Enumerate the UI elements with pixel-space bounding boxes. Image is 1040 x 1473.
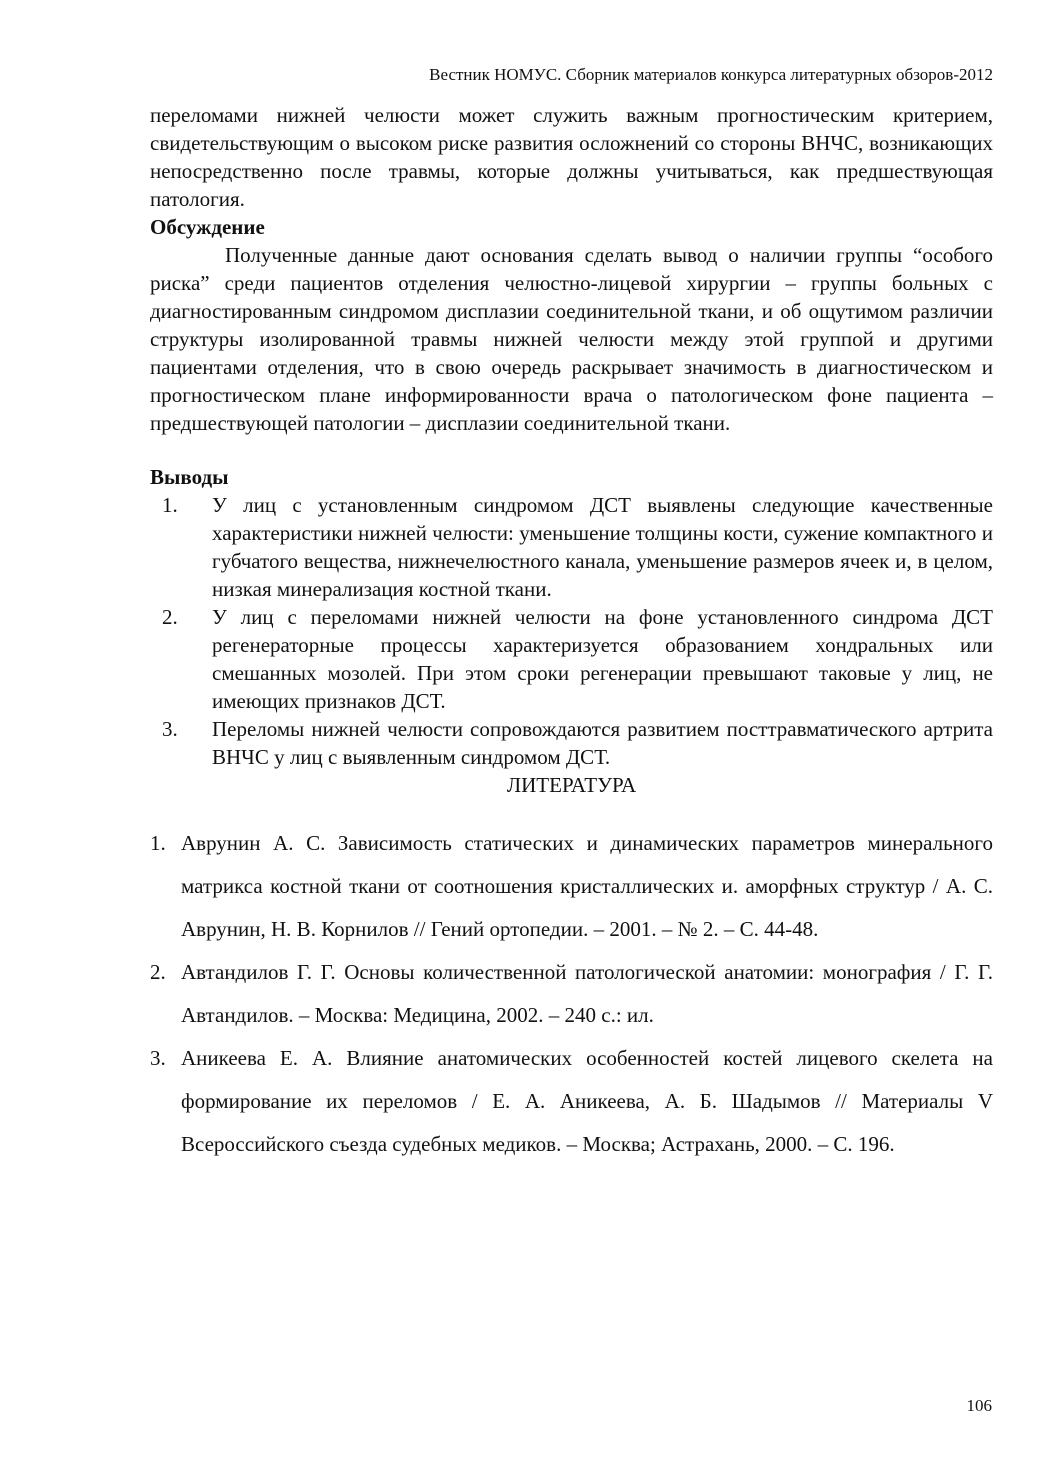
reference-item (150, 951, 993, 1037)
conclusions-heading: Выводы (150, 465, 229, 489)
reference-item (150, 1037, 993, 1166)
conclusion-item (150, 491, 993, 603)
conclusion-item (150, 603, 993, 715)
references-heading: ЛИТЕРАТУРА (506, 773, 637, 797)
conclusion-text: У лиц с переломами нижней челюсти на фоне установленного синдрома ДСТ регенераторные процессы характеризуется образованием хондральных или смешанных мозолей. При этом сроки регенерации превышают таковые у лиц, не имеющих признаков ДСТ. (212, 605, 993, 713)
conclusion-text: У лиц с установленным синдромом ДСТ выявлены следующие качественные характеристики нижней челюсти: уменьшение толщины кости, сужение компактного и губчатого вещества, нижнечелюстного канала, уменьшение размеров ячеек и, в целом, низкая минерализация костной ткани. (212, 493, 993, 601)
reference-number: 2. (150, 960, 166, 984)
reference-item (150, 822, 993, 951)
conclusions-list (150, 491, 993, 771)
reference-text: Автандилов Г. Г. Основы количественной патологической анатомии: монография / Г. Г. Автандилов. – Москва: Медицина, 2002. – 240 с.: ил. (181, 960, 993, 1027)
page-content (150, 101, 993, 1166)
page-number: 106 (966, 1396, 992, 1415)
conclusion-item (150, 715, 993, 771)
discussion-heading: Обсуждение (150, 215, 265, 239)
conclusion-number: 1. (162, 493, 178, 517)
conclusion-number: 3. (162, 717, 178, 741)
discussion-paragraph: Полученные данные дают основания сделать вывод о наличии группы “особого риска” среди пациентов отделения челюстно-лицевой хирургии – группы больных с диагностированным синдромом дисплазии соединительной ткани, и об ощутимом различии структуры изолированной травмы нижней челюсти между этой группой и другими пациентами отделения, что в свою очередь раскрывает значимость в диагностическом и прогностическом плане информированности врача о патологическом фоне пациента – предшествующей патологии – дисплазии соединительной ткани. (150, 243, 993, 435)
reference-number: 3. (150, 1046, 166, 1070)
running-header: Вестник НОМУС. Сборник материалов конкурса литературных обзоров-2012 (429, 65, 993, 84)
references-list (150, 822, 993, 1166)
reference-text: Аникеева Е. А. Влияние анатомических особенностей костей лицевого скелета на формирование их переломов / Е. А. Аникеева, А. Б. Шадымов // Материалы V Всероссийского съезда судебных медиков. – Москва; Астрахань, 2000. – С. 196. (181, 1046, 993, 1156)
reference-number: 1. (150, 831, 166, 855)
conclusion-text: Переломы нижней челюсти сопровождаются развитием посттравматического артрита ВНЧС у лиц с выявленным синдромом ДСТ. (212, 717, 993, 769)
conclusion-number: 2. (162, 605, 178, 629)
intro-paragraph: переломами нижней челюсти может служить важным прогностическим критерием, свидетельствующим о высоком риске развития осложнений со стороны ВНЧС, возникающих непосредственно после травмы, которые должны учитываться, как предшествующая патология. (150, 103, 993, 211)
reference-text: Аврунин А. С. Зависимость статических и динамических параметров минерального матрикса костной ткани от соотношения кристаллических и. аморфных структур / А. С. Аврунин, Н. В. Корнилов // Гений ортопедии. – 2001. – № 2. – С. 44-48. (181, 831, 993, 941)
